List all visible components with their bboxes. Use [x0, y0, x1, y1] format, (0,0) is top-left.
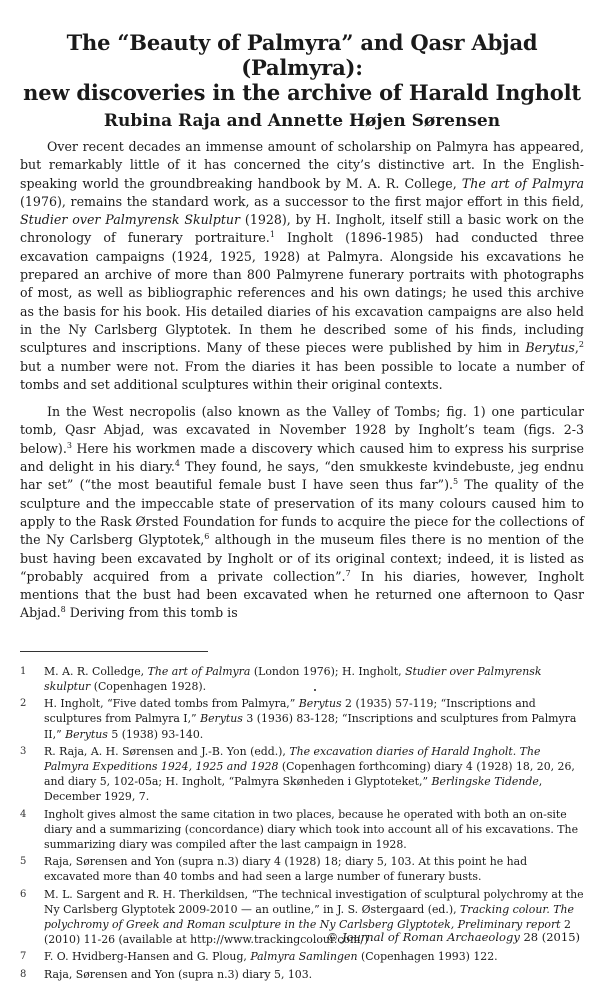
footnote-number: 6	[20, 888, 27, 900]
text-run: M. A. R. Colledge,	[44, 664, 148, 678]
text-run: M. L. Sargent and R. H. Therkildsen, “The technical investigation of sculptural polychromy at the Ny Carlsberg Glyptotek 2009-2010 — an outline,” in J. S. Østergaard (ed.),	[44, 887, 584, 916]
footnote-number: 3	[20, 745, 27, 757]
body-paragraph	[20, 138, 584, 394]
italic-text: Palmyra Samlingen	[250, 950, 358, 964]
text-run: F. O. Hvidberg-Hansen and G. Ploug,	[44, 950, 251, 964]
journal-copyright	[327, 930, 580, 944]
text-run: They found, he says, “den smukkeste kvindebuste, jeg endnu har set” (“the most beautiful female bust I have seen thus far”).	[20, 459, 584, 493]
italic-text: Berlingske Tidende	[431, 775, 539, 789]
text-run: Over recent decades an immense amount of scholarship on Palmyra has appeared, but remarkably little of it has concerned the city’s distinctive art. In the English-speaking world the groundbreaking handbook by M. A. R. College,	[20, 139, 584, 191]
footnote	[20, 807, 584, 853]
footnote	[20, 854, 584, 884]
italic-text: Studier over Palmyrensk skulptur	[44, 664, 542, 693]
footnote-text	[44, 696, 584, 742]
footnote	[20, 949, 584, 964]
text-run: Here his workmen made a discovery which caused him to express his surprise and delight in his diary.	[20, 440, 584, 475]
body-paragraph	[20, 403, 584, 623]
text-run: (Copenhagen 1993) 122.	[357, 950, 498, 964]
text-run: Raja, Sørensen and Yon (supra n.3) diary 4 (1928) 18; diary 5, 103. At this point he had excavated more than 40 tombs and had seen a large number of funerary busts.	[44, 855, 528, 884]
footnote-text	[44, 949, 584, 964]
text-run: but a number were not. From the diaries it has been possible to locate a number of tombs and set additional sculptures within their original contexts.	[20, 358, 584, 392]
footnote-number: 4	[20, 808, 27, 820]
text-run: In his diaries, however, Ingholt mentions that the bust had been excavated when he returned one afternoon to Qasr Abjad.	[20, 568, 584, 621]
italic-text: The excavation diaries of Harald Ingholt. The Palmyra Expeditions 1924, 1925 and 1928	[44, 744, 541, 773]
text-run: 5 (1938) 93-140.	[107, 727, 204, 741]
italic-text: Berytus	[298, 697, 342, 711]
italic-text: The art of Palmyra	[461, 175, 584, 191]
text-run: Deriving from this tomb is	[65, 605, 238, 621]
text-run: In the West necropolis (also known as the Valley of Tombs; fig. 1) one particular tomb, Qasr Abjad, was excavated in November 1928 by Ingholt’s team (figs. 2-3 below).	[20, 404, 584, 456]
italic-text: Berytus	[525, 340, 575, 356]
text-run: , December 1929, 7.	[44, 775, 543, 804]
footnote-ref: 6	[204, 532, 210, 542]
footnote	[20, 967, 584, 982]
footnote-number: 1	[20, 665, 27, 677]
text-run: Raja, Sørensen and Yon (supra n.3) diary 5, 103.	[44, 967, 313, 981]
journal-volume: 28 (2015)	[523, 930, 580, 944]
italic-text: Berytus	[65, 727, 108, 741]
text-run: 3 (1936) 83-128; “Inscriptions and sculptures from Palmyra II,”	[44, 712, 577, 741]
footnote-text	[44, 744, 584, 805]
text-run: (Copenhagen 1928).	[90, 679, 207, 693]
footnote-number: 7	[20, 951, 27, 963]
footnote-ref: 8	[60, 605, 66, 615]
footnote-rule	[20, 651, 208, 652]
footnote-ref: 2	[578, 340, 584, 350]
text-run: (1976), remains the standard work, as a successor to the first major effort in this field,	[20, 193, 584, 209]
footnote-number: 2	[20, 698, 27, 710]
text-run: The quality of the sculpture and the impeccable state of preservation of its many colours caused him to apply to the Rask Ørsted Foundation for funds to acquire the piece for the collections of the Ny Carlsberg Glyptotek,	[20, 477, 584, 548]
footnote	[20, 664, 584, 694]
footnote-text	[44, 854, 584, 884]
text-run: Ingholt gives almost the same citation in two places, because he operated with both an on-site diary and a summarizing (concordance) diary which took into account all of his excavations. The summarizing diary was compiled after the last campaign in 1928.	[44, 807, 579, 851]
text-run: R. Raja, A. H. Sørensen and J.-B. Yon (edd.),	[44, 744, 290, 758]
article-body	[20, 138, 584, 623]
article-title	[20, 0, 584, 105]
page-speck	[314, 689, 316, 691]
footnote-number: 8	[20, 968, 27, 980]
text-run: (London 1976); H. Ingholt,	[250, 664, 406, 678]
footnote	[20, 744, 584, 805]
title-line-1: The “Beauty of Palmyra” and Qasr Abjad (Palmyra):	[66, 30, 538, 80]
text-run: 2 (2010) 11-26 (available at http://www.trackingcolour.com/)	[44, 917, 571, 947]
italic-text: Studier over Palmyrensk Skulptur	[20, 212, 241, 228]
footnote-ref: 4	[174, 458, 180, 468]
text-run: 2 (1935) 57-119; “Inscriptions and sculptures from Palmyra I,”	[44, 697, 536, 726]
text-run: Ingholt (1896-1985) had conducted three excavation campaigns (1924, 1925, 1928) at Palmyra. Alongside his excavations he prepared an archive of more than 800 Palmyrene funerary portraits with photographs of most, as well as bibliographic references and his own datings; he used this archive as the basis for his book. His detailed diaries of his excavation campaigns are also held in the Ny Carlsberg Glyptotek. In them he described some of his finds, including sculptures and inscriptions. Many of these pieces were published by him in	[20, 230, 584, 356]
footnote-number: 5	[20, 856, 27, 868]
italic-text: The art of Palmyra	[147, 664, 251, 678]
footnote-text	[44, 967, 584, 982]
footnote-ref: 7	[345, 568, 351, 578]
footnote-ref: 1	[269, 230, 275, 240]
journal-name: © Journal of Roman Archaeology	[326, 930, 520, 944]
footnote	[20, 696, 584, 742]
italic-text: Tracking colour. The polychromy of Greek and Roman sculpture in the Ny Carlsberg Glyptotek, Preliminary report	[44, 902, 574, 931]
article-authors: Rubina Raja and Annette Højen Sørensen	[103, 111, 501, 131]
text-run: (Copenhagen forthcoming) diary 4 (1928) 18, 20, 26, and diary 5, 102-05a; H. Ingholt, “Palmyra Skønheden i Glyptoteket,”	[44, 759, 575, 789]
text-run: (1928), by H. Ingholt, itself still a basic work on the chronology of funerary portraiture.	[20, 212, 585, 246]
text-run: ,	[574, 340, 579, 356]
italic-text: Berytus	[200, 712, 243, 726]
text-run: although in the museum files there is no mention of the bust having been excavated by Ingholt or of its original context; indeed, it is listed as “probably acquired from a private collection”.	[20, 532, 584, 584]
footnote-ref: 3	[66, 440, 72, 450]
title-line-2: new discoveries in the archive of Harald Ingholt	[23, 80, 581, 105]
footnote-ref: 5	[452, 477, 459, 487]
footnote-text	[44, 807, 584, 853]
text-run: H. Ingholt, “Five dated tombs from Palmyra,”	[44, 697, 299, 711]
